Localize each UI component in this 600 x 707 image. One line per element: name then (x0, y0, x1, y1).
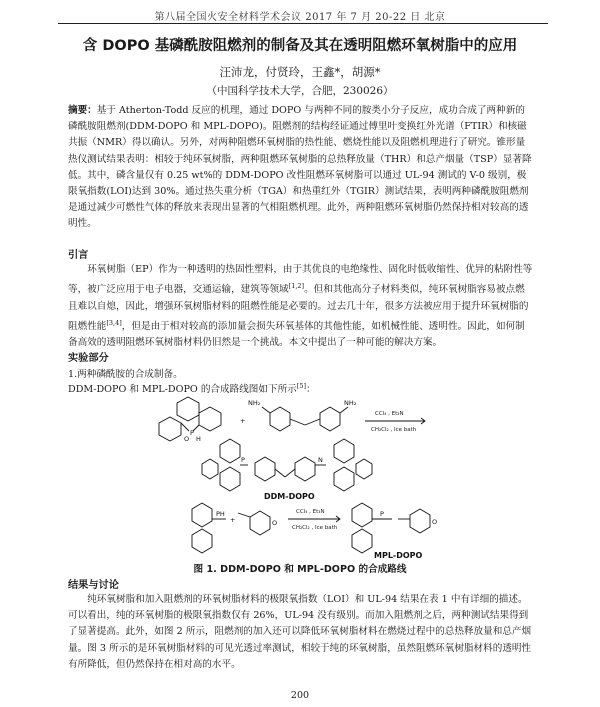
figure-caption: 图 1. DDM-DOPO 和 MPL-DOPO 的合成路线 (193, 564, 407, 575)
atom-o-3: O (432, 518, 438, 526)
condition-2: CCl₄ , Et₃N (296, 509, 325, 515)
citation-2: [3,4] (106, 318, 122, 327)
results-heading: 结果与讨论 (68, 580, 119, 591)
citation-1: [1,2] (288, 282, 305, 291)
product-label-ddm-dopo: DDM-DOPO (264, 492, 315, 501)
abstract-text: 基于 Atherton-Todd 反应的机理，通过 DOPO 与两种不同的胺类小分子反应，成功合成了两种新的磷酰胺阻燃剂(DDM-DOPO 和 MPL-DOPO)。阻燃剂的结构经证通过傅里叶变换红外光谱（FTIR）和核磁共振（NMR）得以确认。另外，对两种阻燃环氧树脂的热性能、燃烧性能以及阻燃机理进行了研究。锥形量热仪测试结果表明：相较于纯环氧树脂，两种阻燃环氧树脂的总热释放量（THR）和总产烟量（TSP）显著降低。其中，磷含量仅有 0.25 wt%的 DDM-DOPO 改性阻燃环氧树脂可以通过 UL-94 测试的 V-0 级别，极限氧指数(LOI)达到 30%。通过热失重分析（TGA）和热重红外（TGIR）测试结果，表明两种磷酰胺阻燃剂是通过减少可燃性气体的释放来表现出显著的气相阻燃机理。此外，两种阻燃环氧树脂仍然保持相对较高的透明性。 (68, 105, 532, 230)
route-text: DDM-DOPO 和 MPL-DOPO 的合成路线图如下所示 (68, 384, 297, 395)
atom-o-morph: O (272, 519, 278, 527)
morpholine-reactant-structure (238, 511, 270, 535)
product-label-mpl-dopo: MPL-DOPO (374, 551, 423, 559)
amine-group-2: NH₂ (344, 399, 357, 407)
amine-group-1: NH₂ (248, 399, 261, 407)
atom-o-1: O (184, 435, 190, 443)
intro-paragraph (68, 262, 534, 351)
intro-text-b: 。但和其他高分子材料类似，纯环氧树脂容易被点燃且难以自熄，因此，增强环氧树脂材料的阻燃性能是必要的。过去几十年，很多方法被应用于提升环氧树脂的阻燃性能 (68, 284, 529, 332)
page-number: 200 (290, 690, 310, 701)
affiliation: （中国科学技术大学，合肥，230026） (206, 85, 394, 97)
atom-ph: PH (216, 510, 225, 518)
intro-heading: 引言 (68, 250, 89, 261)
abstract (68, 103, 534, 233)
intro-text-c: ，但是由于相对较高的添加量会损失环氧基体的其他性能，如机械性能、透明性。因此，如何制备高效的透明阻燃环氧树脂材料仍旧然是一个挑战。本文中提出了一种可能的解决方案。 (68, 320, 525, 349)
citation-3: [5] (296, 381, 306, 390)
atom-h-1: H (196, 435, 201, 443)
condition-1: CCl₄ , Et₃N (375, 411, 404, 417)
header-rule (58, 23, 548, 24)
route-end: ： (306, 384, 316, 395)
experimental-heading: 实验部分 (68, 353, 109, 364)
ddm-dopo-product-structure (202, 439, 372, 491)
conference-header: 第八届全国火安全材料学术会议 2017 年 7 月 20-22 日 北京 (154, 12, 446, 23)
author-list: 汪沛龙，付贤玲，王鑫*，胡源* (219, 65, 381, 79)
atom-p-3: P (380, 510, 384, 518)
atom-p-1: P (190, 429, 194, 437)
plus-sign-2: + (230, 516, 236, 524)
synthesis-subheading: 1.两种磷酰胺的合成制备。 (68, 369, 183, 380)
condition-1b: CH₂Cl₂ , Ice bath (371, 427, 417, 433)
intro-text-a: 环氧树脂（EP）作为一种透明的热固性塑料，由于其优良的电绝缘性、固化时低收缩性、优异的粘附性等等，被广泛应用于电子电器，交通运输，建筑等领域 (68, 264, 533, 296)
paper-title: 含 DOPO 基磷酰胺阻燃剂的制备及其在透明阻燃环氧树脂中的应用 (82, 38, 518, 54)
condition-2b: CH₂Cl₂ , Ice bath (292, 525, 338, 531)
synthesis-scheme (130, 393, 470, 559)
atom-n-2: N (318, 456, 323, 464)
mpl-dopo-product-structure (352, 503, 430, 553)
ddm-reactant-structure (262, 407, 348, 431)
plus-sign: + (240, 417, 246, 425)
results-paragraph: 纯环氧树脂和加入阻燃剂的环氧树脂材料的极限氧指数（LOI）和 UL-94 结果在表 1 中有详细的描述。可以看出，纯的环氧树脂的极限氧指数仅有 26%，UL-94 没有级别。而加入阻燃剂之后，两种测试结果得到了显著提高。此外，如图 2 所示，阻燃剂的加入还可以降低环氧树脂材料在燃烧过程中的总热释放量和总产烟量。图 3 所示的是环氧树脂材料的可见光透过率测试，相较于纯的环氧树脂，虽然阻燃环氧树脂材料的透明性有所降低，但仍然保持在相对高的水平。 (68, 594, 532, 670)
abstract-label: 摘要： (68, 105, 97, 116)
atom-p-2: P (241, 456, 245, 464)
